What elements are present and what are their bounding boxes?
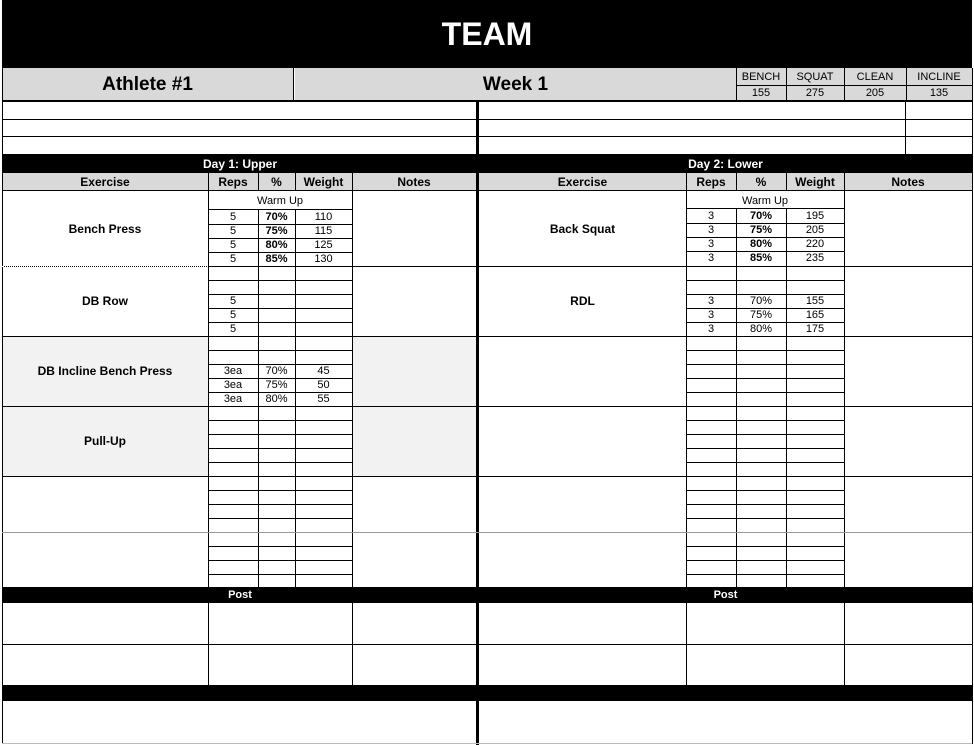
set-pct[interactable]: 70%: [265, 365, 288, 377]
day1-col-exercise: Exercise: [80, 174, 130, 189]
set-weight[interactable]: 175: [805, 323, 825, 335]
team-title: TEAM: [2, 0, 972, 68]
set-pct[interactable]: 70%: [265, 211, 288, 223]
set-reps[interactable]: 3ea: [223, 365, 243, 377]
set-weight[interactable]: 110: [314, 211, 333, 223]
day2-col-exercise: Exercise: [557, 174, 608, 189]
set-weight[interactable]: 205: [805, 224, 825, 236]
set-reps[interactable]: 3: [707, 224, 715, 236]
set-weight[interactable]: 115: [314, 225, 333, 237]
set-weight[interactable]: 220: [805, 238, 825, 250]
set-reps[interactable]: 3: [707, 252, 715, 264]
set-pct[interactable]: 80%: [265, 239, 288, 251]
day2-col-pct: %: [755, 174, 767, 189]
max-header-bench: BENCH: [736, 68, 786, 85]
set-reps[interactable]: 3: [707, 295, 715, 307]
set-reps[interactable]: 3: [707, 210, 715, 222]
set-reps[interactable]: 3: [707, 238, 715, 250]
set-reps[interactable]: 3ea: [223, 379, 243, 391]
set-reps[interactable]: 3: [707, 309, 715, 321]
day1-exercise-bench-press[interactable]: Bench Press: [68, 221, 142, 236]
day1-exercise-db-incline[interactable]: DB Incline Bench Press: [37, 364, 173, 378]
set-pct[interactable]: 85%: [265, 253, 288, 265]
set-pct[interactable]: 80%: [749, 238, 773, 250]
max-header-clean: CLEAN: [844, 68, 906, 85]
set-weight[interactable]: 155: [805, 295, 825, 307]
day2-col-weight: Weight: [795, 174, 835, 189]
set-pct[interactable]: 70%: [749, 210, 773, 222]
athlete-name[interactable]: Athlete #1: [2, 68, 294, 101]
max-value-squat[interactable]: 275: [786, 85, 844, 101]
day1-col-weight: Weight: [303, 174, 344, 189]
day2-title: Day 2: Lower: [688, 157, 763, 171]
day1-post-label: Post: [228, 589, 252, 601]
day2-post-label: Post: [713, 589, 738, 601]
day1-col-pct: %: [271, 174, 282, 189]
set-pct[interactable]: 80%: [749, 323, 773, 335]
set-pct[interactable]: 85%: [749, 252, 773, 264]
set-reps[interactable]: 3: [707, 323, 715, 335]
set-reps[interactable]: 5: [229, 211, 237, 223]
week-label[interactable]: Week 1: [295, 68, 736, 101]
day2-warmup-label: Warm Up: [741, 194, 789, 207]
day1-col-notes: Notes: [397, 174, 431, 189]
day1-exercise-pull-up[interactable]: Pull-Up: [84, 434, 126, 448]
max-value-clean[interactable]: 205: [844, 85, 906, 101]
set-reps[interactable]: 5: [229, 323, 237, 335]
day1-col-reps: Reps: [218, 174, 248, 189]
set-weight[interactable]: 45: [317, 365, 330, 377]
set-weight[interactable]: 130: [314, 253, 333, 265]
set-reps[interactable]: 5: [229, 225, 237, 237]
set-pct[interactable]: 75%: [749, 309, 773, 321]
set-pct[interactable]: 75%: [265, 225, 288, 237]
day2-col-notes: Notes: [891, 174, 925, 189]
set-weight[interactable]: 195: [805, 210, 825, 222]
set-weight[interactable]: 55: [317, 393, 330, 405]
set-weight[interactable]: 125: [314, 239, 333, 251]
set-pct[interactable]: 75%: [265, 379, 288, 391]
day1-warmup-label: Warm Up: [256, 194, 304, 207]
set-pct[interactable]: 80%: [265, 393, 288, 405]
set-pct[interactable]: 70%: [749, 295, 773, 307]
set-weight[interactable]: 235: [805, 252, 825, 264]
set-reps[interactable]: 5: [229, 253, 237, 265]
max-value-incline[interactable]: 135: [906, 85, 972, 101]
max-header-squat: SQUAT: [786, 68, 844, 85]
day2-exercise-back-squat[interactable]: Back Squat: [549, 221, 616, 236]
set-pct[interactable]: 75%: [749, 224, 773, 236]
day1-title: Day 1: Upper: [202, 157, 278, 171]
set-reps[interactable]: 3ea: [223, 393, 243, 405]
set-reps[interactable]: 5: [229, 309, 237, 321]
set-weight[interactable]: 165: [805, 309, 825, 321]
day2-exercise-rdl[interactable]: RDL: [570, 294, 595, 308]
set-reps[interactable]: 5: [229, 295, 237, 307]
day2-col-reps: Reps: [696, 174, 726, 189]
day1-exercise-db-row[interactable]: DB Row: [82, 294, 128, 308]
set-weight[interactable]: 50: [317, 379, 330, 391]
max-value-bench[interactable]: 155: [736, 85, 786, 101]
set-reps[interactable]: 5: [229, 239, 237, 251]
max-header-incline: INCLINE: [906, 68, 972, 85]
